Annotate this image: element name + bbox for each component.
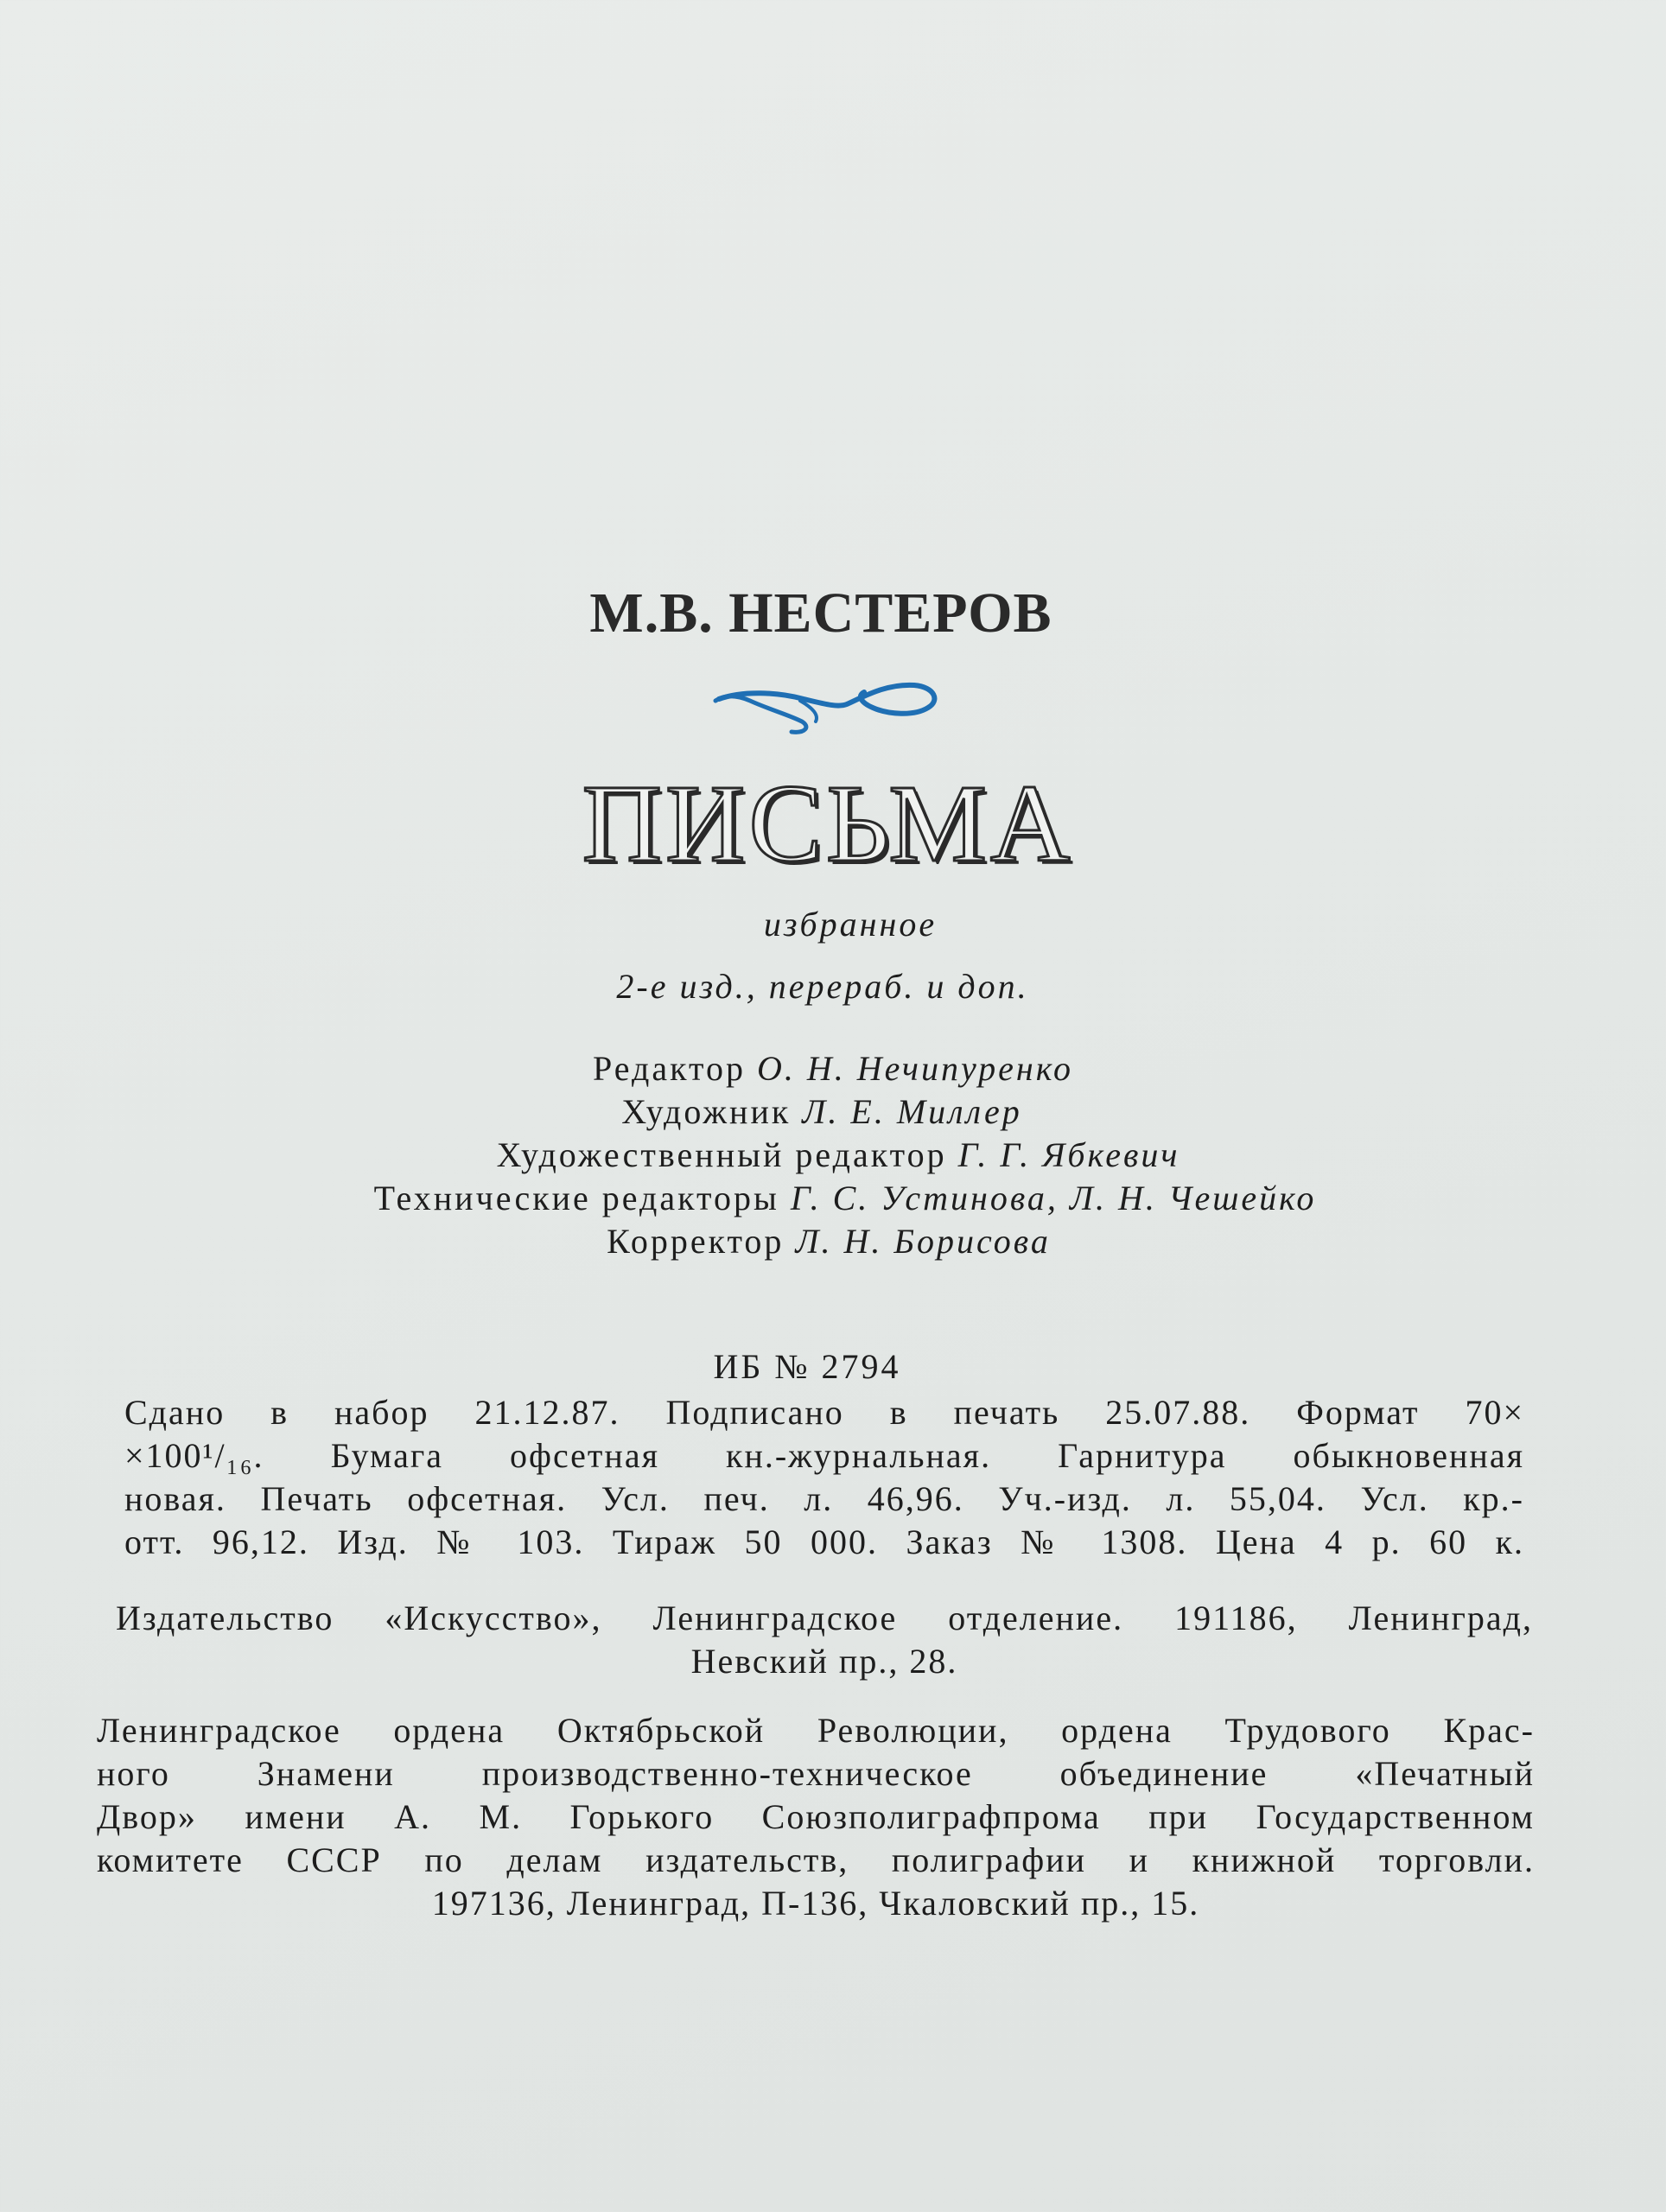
print-info-paragraph: [124, 1391, 1524, 1564]
printer-line: комитете СССР по делам издательств, полиграфии и книжной торговли.: [97, 1840, 1535, 1879]
publisher-paragraph: [116, 1597, 1533, 1683]
credit-role: Художник: [621, 1092, 792, 1131]
credit-role: Технические редакторы: [373, 1179, 779, 1217]
credit-row: [24, 1177, 1666, 1220]
credit-role: Художественный редактор: [496, 1135, 947, 1174]
printer-line: Ленинградское ордена Октябрьской Революции, ордена Трудового Крас-: [97, 1711, 1535, 1750]
book-title: ПИСЬМА: [582, 762, 1074, 885]
credit-name: О. Н. Нечипуренко: [756, 1049, 1073, 1088]
author-name: М.В. НЕСТЕРОВ: [589, 582, 1052, 645]
printer-line: Двор» имени А. М. Горького Союзполиграфпрома при Государственном: [97, 1797, 1535, 1836]
printer-line: 197136, Ленинград, П-136, Чкаловский пр., 15.: [431, 1884, 1200, 1923]
printer-line: ного Знамени производственно-техническое объединение «Печатный: [97, 1754, 1535, 1793]
print-info-line: Сдано в набор 21.12.87. Подписано в печать 25.07.88. Формат 70×: [124, 1393, 1524, 1432]
printer-paragraph: [97, 1709, 1535, 1925]
flourish-ornament-icon: [709, 670, 951, 739]
credit-role: Редактор: [593, 1049, 746, 1088]
credit-row: [0, 1220, 1666, 1263]
credit-name: Г. С. Устинова, Л. Н. Чешейко: [790, 1179, 1317, 1217]
credit-name: Г. Г. Ябкевич: [957, 1135, 1180, 1174]
print-info-line: новая. Печать офсетная. Усл. печ. л. 46,96. Уч.-изд. л. 55,04. Усл. кр.-: [124, 1479, 1524, 1518]
credit-name: Л. Е. Миллер: [802, 1092, 1022, 1131]
credit-row: [10, 1134, 1666, 1177]
ib-number: ИБ № 2794: [713, 1347, 901, 1386]
credit-row: [0, 1090, 1666, 1134]
print-info-line: отт. 96,12. Изд. № 103. Тираж 50 000. Заказ № 1308. Цена 4 р. 60 к.: [124, 1522, 1524, 1561]
subtitle: избранное: [763, 905, 938, 944]
credit-role: Корректор: [607, 1222, 785, 1261]
publisher-line: Невский пр., 28.: [690, 1642, 958, 1681]
credit-name: Л. Н. Борисова: [795, 1222, 1051, 1261]
edition-note: 2-е изд., перераб. и доп.: [616, 967, 1029, 1006]
credit-row: [0, 1047, 1666, 1090]
publisher-line: Издательство «Искусство», Ленинградское отделение. 191186, Ленинград,: [116, 1599, 1533, 1637]
print-info-line: ×100¹/₁₆. Бумага офсетная кн.-журнальная. Гарнитура обыкновенная: [124, 1436, 1524, 1475]
credits-block: [0, 1047, 1666, 1263]
